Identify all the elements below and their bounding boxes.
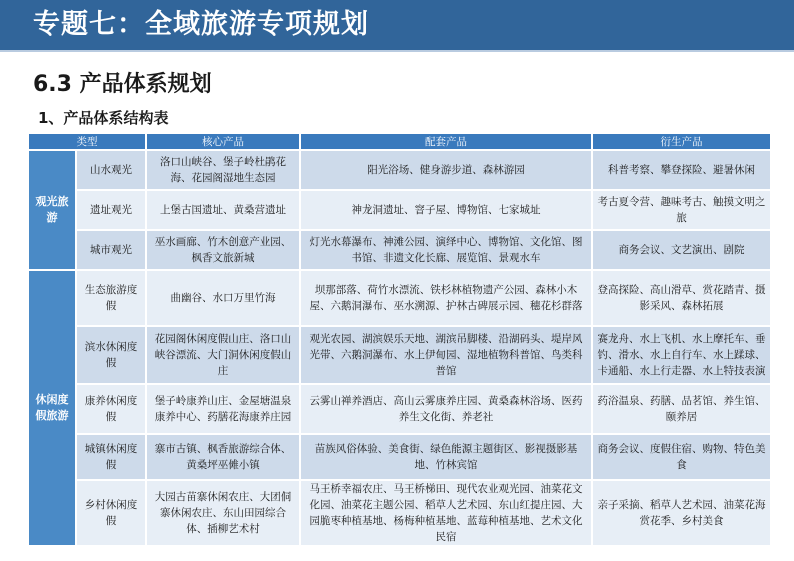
row-core: 上堡古国遗址、黄桑营遗址 <box>147 191 301 231</box>
table-header-row <box>29 134 772 151</box>
row-derived: 商务会议、度假住宿、购物、特色美食 <box>593 435 772 481</box>
table-row <box>29 481 772 547</box>
column-header-support: 配套产品 <box>301 134 593 151</box>
row-support: 马王桥幸福农庄、马王桥梯田、现代农业观光园、油菜花文化园、油菜花主题公园、稻草人艺术园、东山红提庄园、大园脆枣种植基地、杨梅种植基地、蓝莓种植基地、艺术文化民宿 <box>301 481 593 547</box>
row-derived: 商务会议、文艺演出、剧院 <box>593 231 772 271</box>
column-header-derived: 衍生产品 <box>593 134 772 151</box>
product-system-table <box>29 134 772 547</box>
row-subtype: 遗址观光 <box>77 191 147 231</box>
table-row <box>29 191 772 231</box>
row-subtype: 生态旅游度假 <box>77 271 147 327</box>
header-divider <box>0 50 794 52</box>
row-core: 堡子岭康养山庄、金屋塘温泉康养中心、药膳花海康养庄园 <box>147 385 301 435</box>
row-support: 神龙洞遗址、窨子屋、博物馆、七家城址 <box>301 191 593 231</box>
row-derived: 考古夏令营、趣味考古、触摸文明之旅 <box>593 191 772 231</box>
row-core: 洛口山峡谷、堡子岭杜鹃花海、花园阁湿地生态园 <box>147 151 301 191</box>
row-subtype: 康养休闲度假 <box>77 385 147 435</box>
row-subtype: 乡村休闲度假 <box>77 481 147 547</box>
row-core: 寨市古镇、枫香旅游综合体、黄桑坪巫傩小镇 <box>147 435 301 481</box>
table-row <box>29 271 772 327</box>
column-header-core: 核心产品 <box>147 134 301 151</box>
table-row <box>29 385 772 435</box>
row-support: 苗族风俗体验、美食街、绿色能源主题街区、影视摄影基地、竹林宾馆 <box>301 435 593 481</box>
row-subtype: 城镇休闲度假 <box>77 435 147 481</box>
row-support: 云雾山禅养酒店、高山云雾康养庄园、黄桑森林浴场、医药养生文化街、养老社 <box>301 385 593 435</box>
row-support: 观光农园、湖滨娱乐天地、湖滨吊脚楼、沿湖码头、堤岸风光带、六鹅洞瀑布、水上伊甸园、湿地植物科普馆、鸟类科普馆 <box>301 327 593 385</box>
row-subtype: 城市观光 <box>77 231 147 271</box>
row-support: 灯光水幕瀑布、神滩公园、演绎中心、博物馆、文化馆、图书馆、非遗文化长廊、展览馆、景观水车 <box>301 231 593 271</box>
group-label-leisure: 休闲度假旅游 <box>29 271 77 547</box>
row-core: 曲幽谷、水口万里竹海 <box>147 271 301 327</box>
table-row <box>29 435 772 481</box>
row-derived: 科普考察、攀登探险、避暑休闲 <box>593 151 772 191</box>
column-header-type: 类型 <box>29 134 147 151</box>
row-subtype: 山水观光 <box>77 151 147 191</box>
row-support: 阳光浴场、健身游步道、森林游园 <box>301 151 593 191</box>
row-derived: 登高探险、高山滑草、赏花踏青、摄影采风、森林拓展 <box>593 271 772 327</box>
row-core: 花园阁休闲度假山庄、洛口山峡谷漂流、大门洞休闲度假山庄 <box>147 327 301 385</box>
section-title: 6.3 产品体系规划 <box>33 72 212 97</box>
row-core: 巫水画廊、竹木创意产业园、枫香文旅新城 <box>147 231 301 271</box>
group-label-sightseeing: 观光旅游 <box>29 151 77 271</box>
table-row <box>29 231 772 271</box>
row-derived: 赛龙舟、水上飞机、水上摩托车、垂钓、滑水、水上自行车、水上蹂球、卡通船、水上行走器、水上特技表演 <box>593 327 772 385</box>
table-row <box>29 151 772 191</box>
row-derived: 亲子采摘、稻草人艺术园、油菜花海赏花季、乡村美食 <box>593 481 772 547</box>
page-title: 专题七：全域旅游专项规划 <box>33 9 369 40</box>
row-derived: 药浴温泉、药膳、品茗馆、养生馆、颐养居 <box>593 385 772 435</box>
row-core: 大园古苗寨休闲农庄、大团侗寨休闲农庄、东山田园综合体、插柳艺术村 <box>147 481 301 547</box>
row-subtype: 滨水休闲度假 <box>77 327 147 385</box>
row-support: 坝那部落、荷竹水漂流、铁杉林植物遗产公园、森林小木屋、六鹅洞瀑布、巫水溯源、护林古碑展示园、穗花杉群落 <box>301 271 593 327</box>
table-caption: 1、产品体系结构表 <box>38 109 169 127</box>
header-banner <box>0 0 794 50</box>
table-row <box>29 327 772 385</box>
